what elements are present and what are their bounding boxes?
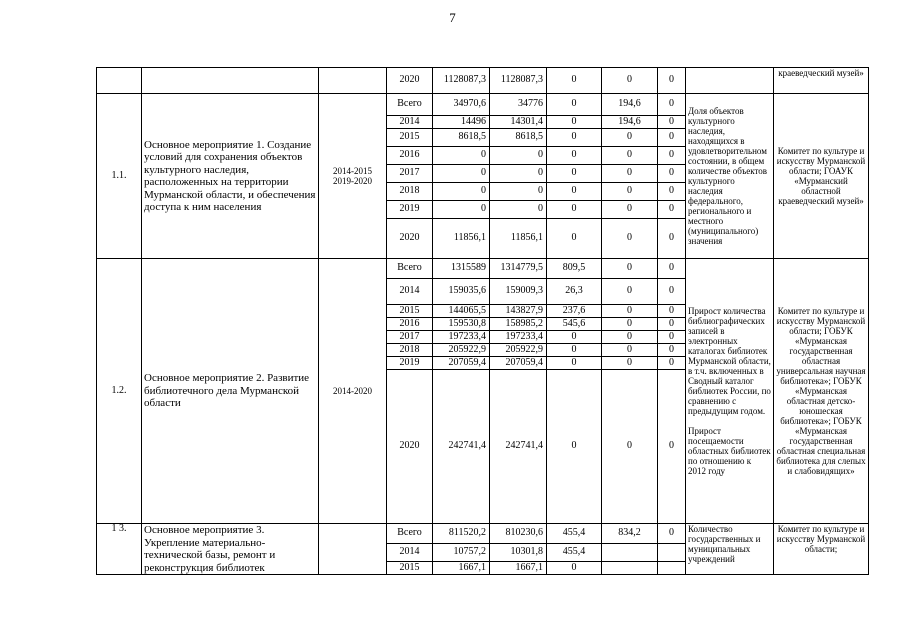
cell-federal: 0 — [547, 201, 602, 219]
table-row — [97, 259, 869, 279]
cell-regional: 0 — [490, 165, 547, 183]
cell-year: 2016 — [387, 147, 433, 165]
cell-year: 2019 — [387, 201, 433, 219]
cell-total: 1667,1 — [433, 562, 490, 575]
cell-total: 197233,4 — [433, 331, 490, 344]
section-period: 2014-2020 — [319, 259, 387, 524]
cell-local: 0 — [602, 331, 658, 344]
section-indicator: Доля объектов культурного наследия, находящихся в удовлетворительном состоянии, в общем количестве объектов культурного наследия федерального, регионального и местного (муниципального) значения — [686, 94, 774, 259]
program-table — [96, 67, 869, 575]
cell-regional: 0 — [490, 201, 547, 219]
cell-regional: 207059,4 — [490, 357, 547, 370]
cell-federal: 0 — [547, 370, 602, 524]
cell-other: 0 — [658, 318, 686, 331]
table-row — [97, 94, 869, 116]
cell-federal: 809,5 — [547, 259, 602, 279]
cell-regional: 34776 — [490, 94, 547, 116]
cell-local: 0 — [602, 183, 658, 201]
cell-other: 0 — [658, 344, 686, 357]
cell-local: 0 — [602, 357, 658, 370]
section-title: Основное мероприятие 2. Развитие библиотечного дела Мурманской области — [142, 259, 319, 524]
cell-other: 0 — [658, 259, 686, 279]
cell-local: 194,6 — [602, 94, 658, 116]
cell-year: 2020 — [387, 219, 433, 259]
cell-local: 0 — [602, 279, 658, 305]
cell-federal: 455,4 — [547, 544, 602, 562]
cell-local: 0 — [602, 219, 658, 259]
section-period — [319, 524, 387, 575]
cell-local — [602, 562, 658, 575]
cell-regional: 0 — [490, 183, 547, 201]
cell-other: 0 — [658, 94, 686, 116]
cell-other: 0 — [658, 305, 686, 318]
cell-regional: 14301,4 — [490, 116, 547, 129]
cell-regional: 810230,6 — [490, 524, 547, 544]
cell-other: 0 — [658, 116, 686, 129]
cell-other: 0 — [658, 357, 686, 370]
cell-federal: 0 — [547, 357, 602, 370]
section-title: Основное мероприятие 1. Создание условий для сохранения объектов культурного наследия, расположенных на территории Мурманской области, и обеспечения доступа к ним населения — [142, 94, 319, 259]
cell-federal: 0 — [547, 331, 602, 344]
cell-regional: 1128087,3 — [490, 68, 547, 94]
cell-regional: 158985,2 — [490, 318, 547, 331]
cell-federal: 26,3 — [547, 279, 602, 305]
cell-year: 2014 — [387, 116, 433, 129]
cell-year: 2015 — [387, 129, 433, 147]
section-executor: Комитет по культуре и искусству Мурманской области; — [774, 524, 869, 575]
cell-federal: 455,4 — [547, 524, 602, 544]
cell-regional: 159009,3 — [490, 279, 547, 305]
cell-other: 0 — [658, 183, 686, 201]
cell-regional: 1314779,5 — [490, 259, 547, 279]
cell-year: Всего — [387, 259, 433, 279]
section-indicator: Количество государственных и муниципальных учреждений — [686, 524, 774, 575]
cell-regional: 1667,1 — [490, 562, 547, 575]
cell-other: 0 — [658, 147, 686, 165]
cell-local: 0 — [602, 165, 658, 183]
cell-federal: 0 — [547, 68, 602, 94]
cell-total: 205922,9 — [433, 344, 490, 357]
section-executor: Комитет по культуре и искусству Мурманской области; ГОБУК «Мурманская государственная областная универсальная научная библиотека»; ГОБУК «Мурманская областная детско-юношеская библиотека»; ГОБУК «Мурманская государственная областная специальная библиотека для слепых и слабовидящих» — [774, 259, 869, 524]
cell-year: 2020 — [387, 370, 433, 524]
cell-year: 2017 — [387, 331, 433, 344]
cell-other: 0 — [658, 68, 686, 94]
cell-federal: 0 — [547, 562, 602, 575]
cell-year: 2014 — [387, 279, 433, 305]
cell-year: 2020 — [387, 68, 433, 94]
cell-year: Всего — [387, 94, 433, 116]
cell-regional: 0 — [490, 147, 547, 165]
cell-total: 0 — [433, 165, 490, 183]
cell-total: 8618,5 — [433, 129, 490, 147]
cell-other: 0 — [658, 524, 686, 544]
section-indicator: Прирост количества библиографических записей в электронных каталогах библиотек Мурманской области, в т.ч. включенных в Сводный каталог библиотек России, по сравнению с предыдущим годом. Прирост посещаемости областных библиотек по отношению к 2012 году — [686, 259, 774, 524]
section-id: 1 3. — [97, 524, 142, 575]
cell-year: 2015 — [387, 305, 433, 318]
cell-federal: 0 — [547, 219, 602, 259]
cell-local: 0 — [602, 344, 658, 357]
cell-indicator — [686, 68, 774, 94]
cell-local: 0 — [602, 68, 658, 94]
cell-total: 14496 — [433, 116, 490, 129]
cell-regional: 205922,9 — [490, 344, 547, 357]
cell-year: 2018 — [387, 183, 433, 201]
cell-total: 11856,1 — [433, 219, 490, 259]
cell-other: 0 — [658, 219, 686, 259]
cell-total: 1128087,3 — [433, 68, 490, 94]
cell-total: 811520,2 — [433, 524, 490, 544]
cell-year: 2019 — [387, 357, 433, 370]
cell-year: 2016 — [387, 318, 433, 331]
cell-year: Всего — [387, 524, 433, 544]
cell-other: 0 — [658, 279, 686, 305]
cell-other: 0 — [658, 201, 686, 219]
cell-local: 0 — [602, 201, 658, 219]
cell-total: 1315589 — [433, 259, 490, 279]
cell-total: 144065,5 — [433, 305, 490, 318]
page-number: 7 — [449, 10, 456, 25]
cell-federal: 545,6 — [547, 318, 602, 331]
cell-total: 0 — [433, 183, 490, 201]
cell-title — [142, 68, 319, 94]
cell-regional: 197233,4 — [490, 331, 547, 344]
cell-year: 2014 — [387, 544, 433, 562]
cell-local: 0 — [602, 318, 658, 331]
cell-executor: краеведческий музей» — [774, 68, 869, 94]
cell-other: 0 — [658, 165, 686, 183]
section-executor: Комитет по культуре и искусству Мурманской области; ГОАУК «Мурманский областной краеведческий музей» — [774, 94, 869, 259]
continuation-row — [97, 68, 869, 94]
cell-year: 2018 — [387, 344, 433, 357]
table-row — [97, 524, 869, 544]
cell-federal: 0 — [547, 129, 602, 147]
cell-total: 207059,4 — [433, 357, 490, 370]
cell-local: 834,2 — [602, 524, 658, 544]
cell-federal: 0 — [547, 165, 602, 183]
section-period: 2014-2015 2019-2020 — [319, 94, 387, 259]
cell-local: 0 — [602, 259, 658, 279]
cell-local: 0 — [602, 129, 658, 147]
cell-federal: 0 — [547, 183, 602, 201]
cell-id — [97, 68, 142, 94]
cell-total: 10757,2 — [433, 544, 490, 562]
cell-local — [602, 544, 658, 562]
cell-regional: 143827,9 — [490, 305, 547, 318]
cell-regional: 242741,4 — [490, 370, 547, 524]
cell-federal: 237,6 — [547, 305, 602, 318]
cell-total: 0 — [433, 147, 490, 165]
cell-regional: 11856,1 — [490, 219, 547, 259]
section-id: 1.1. — [97, 94, 142, 259]
cell-federal: 0 — [547, 147, 602, 165]
cell-year: 2017 — [387, 165, 433, 183]
cell-total: 159530,8 — [433, 318, 490, 331]
cell-total: 34970,6 — [433, 94, 490, 116]
cell-regional: 8618,5 — [490, 129, 547, 147]
cell-federal: 0 — [547, 94, 602, 116]
cell-local: 0 — [602, 147, 658, 165]
cell-federal: 0 — [547, 344, 602, 357]
cell-total: 242741,4 — [433, 370, 490, 524]
cell-other — [658, 544, 686, 562]
cell-other: 0 — [658, 129, 686, 147]
cell-total: 0 — [433, 201, 490, 219]
cell-other — [658, 562, 686, 575]
cell-total: 159035,6 — [433, 279, 490, 305]
cell-local: 0 — [602, 305, 658, 318]
cell-local: 0 — [602, 370, 658, 524]
section-id: 1.2. — [97, 259, 142, 524]
cell-regional: 10301,8 — [490, 544, 547, 562]
cell-year: 2015 — [387, 562, 433, 575]
cell-local: 194,6 — [602, 116, 658, 129]
cell-federal: 0 — [547, 116, 602, 129]
section-title: Основное мероприятие 3. Укрепление материально-технической базы, ремонт и реконструкция библиотек — [142, 524, 319, 575]
cell-other: 0 — [658, 370, 686, 524]
cell-period — [319, 68, 387, 94]
cell-other: 0 — [658, 331, 686, 344]
